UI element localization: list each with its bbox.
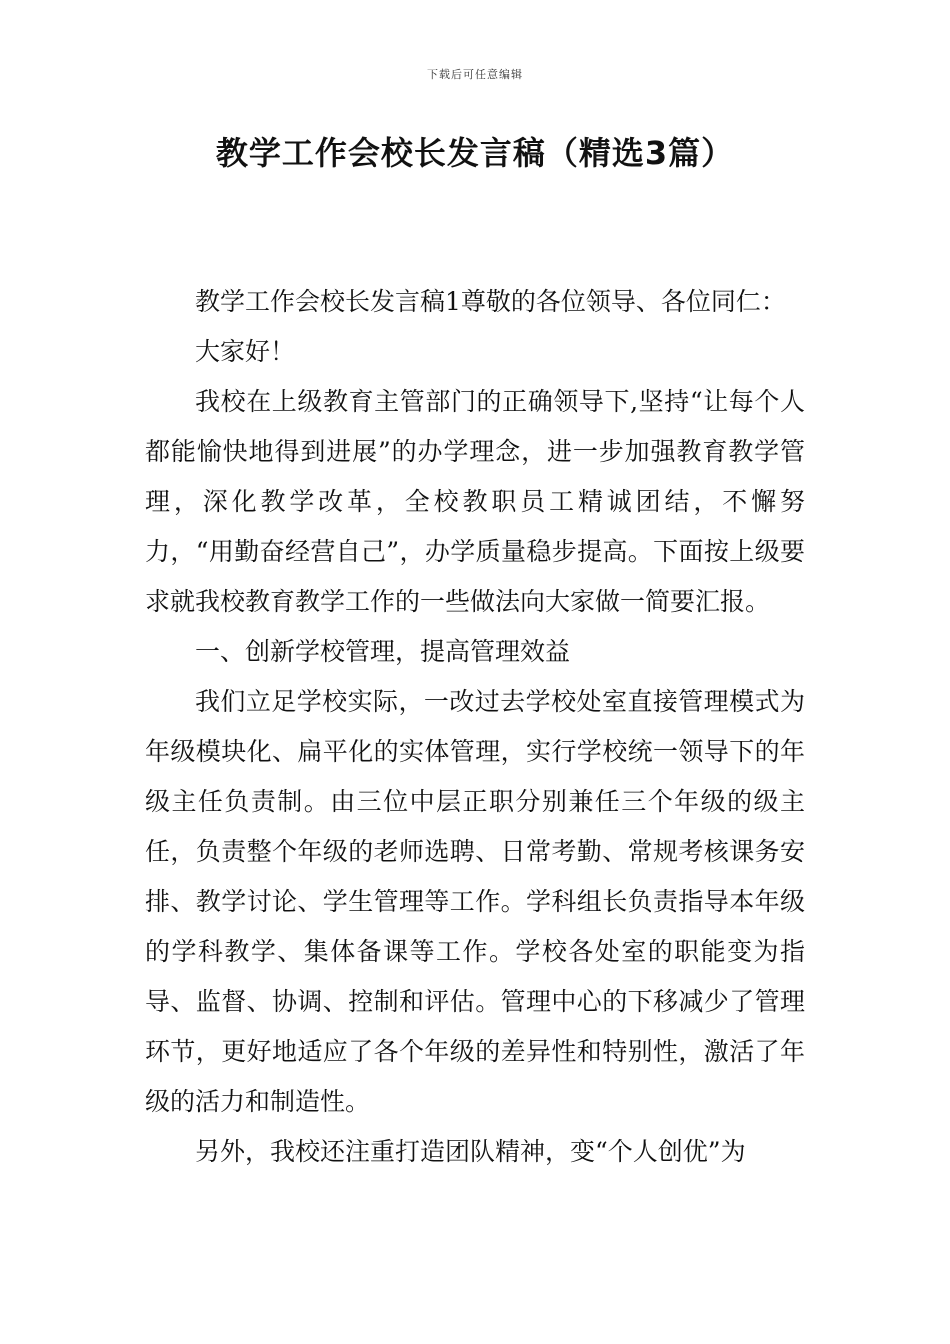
section-heading-1: 一、创新学校管理，提高管理效益 xyxy=(195,637,571,666)
header-note: 下载后可任意编辑 xyxy=(427,68,523,81)
paragraph-greeting: 大家好！ xyxy=(195,337,296,366)
paragraph-team-spirit: 另外，我校还注重打造团队精神，变“个人创优”为 xyxy=(195,1137,746,1166)
paragraph-management: 我们立足学校实际，一改过去学校处室直接管理模式为年级模块化、扁平化的实体管理，实行学校统一领导下的年级主任负责制。由三位中层正职分别兼任三个年级的级主任，负责整个年级的老师选聘、日常考勤、常规考核课务安排、教学讨论、学生管理等工作。学科组长负责指导本年级的学科教学、集体备课等工作。学校各处室的职能变为指导、监督、协调、控制和评估。管理中心的下移减少了管理环节，更好地适应了各个年级的差异性和特别性，激活了年级的活力和制造性。 xyxy=(145,687,805,1116)
paragraph-introduction: 我校在上级教育主管部门的正确领导下,坚持“让每个人都能愉快地得到进展”的办学理念，进一步加强教育教学管理，深化教学改革，全校教职员工精诚团结，不懈努力，“用勤奋经营自己”，办学质量稳步提高。下面按上级要求就我校教育教学工作的一些做法向大家做一简要汇报。 xyxy=(145,387,805,616)
document-title: 教学工作会校长发言稿（精选3篇） xyxy=(215,134,735,172)
document-body xyxy=(145,277,805,1177)
paragraph-salutation: 教学工作会校长发言稿1尊敬的各位领导、各位同仁： xyxy=(195,287,786,316)
